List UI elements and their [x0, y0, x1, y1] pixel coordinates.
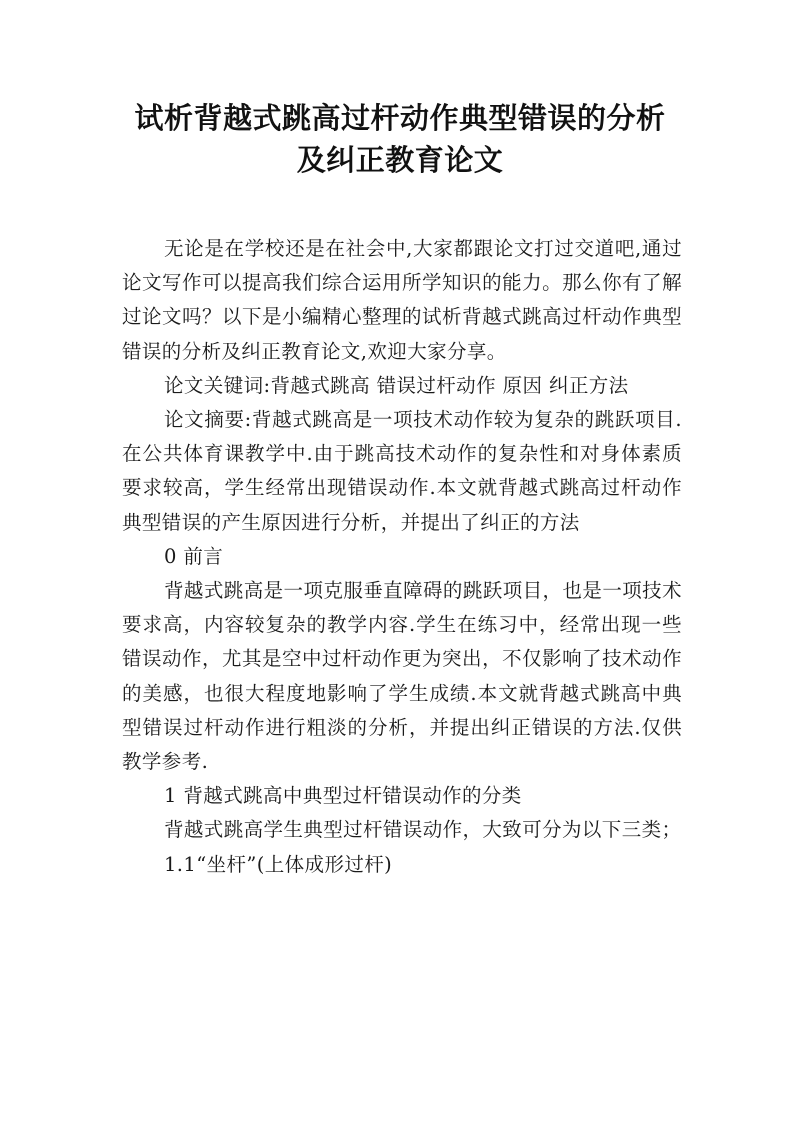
- section-1-paragraph: 背越式跳高学生典型过杆错误动作，大致可分为以下三类；: [164, 818, 682, 842]
- document-title-line-2: 及纠正教育论文: [296, 143, 504, 177]
- section-0-heading: 0 前言: [164, 544, 224, 568]
- document-title-line-1: 试析背越式跳高过杆动作典型错误的分析: [134, 101, 666, 135]
- section-1-1-heading: 1.1“坐杆”(上体成形过杆): [164, 852, 393, 876]
- document-body: [122, 232, 682, 882]
- section-1-heading: 1 背越式跳高中典型过杆错误动作的分类: [164, 784, 522, 808]
- intro-paragraph: 无论是在学校还是在社会中,大家都跟论文打过交道吧,通过论文写作可以提高我们综合运用所学知识的能力。那么你有了解过论文吗？以下是小编精心整理的试析背越式跳高过杆动作典型错误的分析及纠正教育论文,欢迎大家分享。: [122, 237, 682, 363]
- keywords-paragraph: 论文关键词:背越式跳高 错误过杆动作 原因 纠正方法: [164, 373, 629, 397]
- abstract-paragraph: 论文摘要:背越式跳高是一项技术动作较为复杂的跳跃项目.在公共体育课教学中.由于跳高技术动作的复杂性和对身体素质要求较高，学生经常出现错误动作.本文就背越式跳高过杆动作典型错误的产生原因进行分析，并提出了纠正的方法: [122, 408, 682, 534]
- section-0-paragraph: 背越式跳高是一项克服垂直障碍的跳跃项目，也是一项技术要求高，内容较复杂的教学内容.学生在练习中，经常出现一些错误动作，尤其是空中过杆动作更为突出，不仅影响了技术动作的美感，也很大程度地影响了学生成绩.本文就背越式跳高中典型错误过杆动作进行粗淡的分析，并提出纠正错误的方法.仅供教学参考.: [122, 579, 682, 774]
